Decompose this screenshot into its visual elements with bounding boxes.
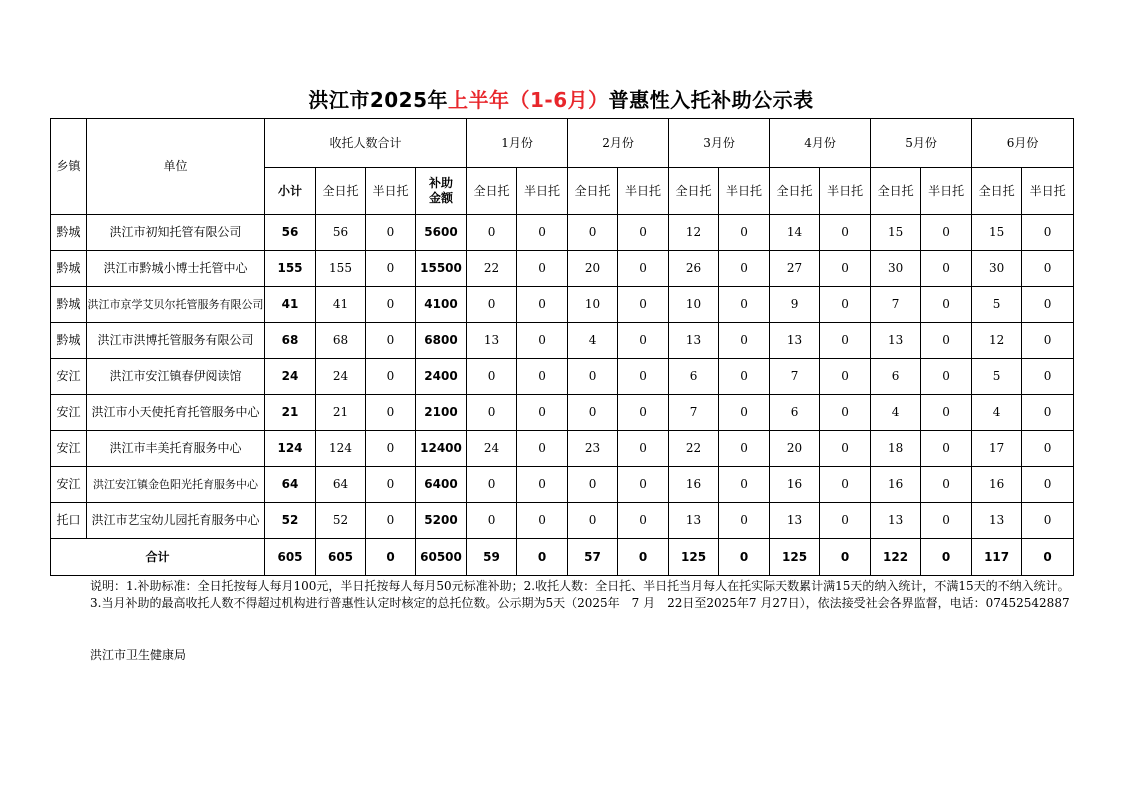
total-month-full-day-cell: 57: [568, 539, 618, 576]
month-full-day-cell: 0: [568, 467, 618, 503]
unit-cell: 洪江市初知托管有限公司: [87, 215, 265, 251]
header-full-day: 全日托: [770, 168, 820, 215]
month-half-day-cell: 0: [820, 503, 871, 539]
amount-cell: 2100: [416, 395, 467, 431]
month-full-day-cell: 13: [770, 503, 820, 539]
month-half-day-cell: 0: [618, 467, 669, 503]
total-month-half-day-cell: 0: [921, 539, 972, 576]
issuer-signature: 洪江市卫生健康局: [90, 648, 187, 662]
month-full-day-cell: 30: [972, 251, 1022, 287]
half-day-cell: 0: [366, 287, 416, 323]
month-half-day-cell: 0: [820, 287, 871, 323]
month-full-day-cell: 13: [669, 323, 719, 359]
header-subsidy: [416, 168, 467, 215]
month-full-day-cell: 4: [871, 395, 921, 431]
month-half-day-cell: 0: [719, 431, 770, 467]
header-unit: 单位: [87, 119, 265, 215]
table-row: [51, 323, 1074, 359]
full-day-cell: 41: [316, 287, 366, 323]
amount-cell: 4100: [416, 287, 467, 323]
month-full-day-cell: 13: [871, 323, 921, 359]
month-full-day-cell: 6: [770, 395, 820, 431]
header-full-day: 全日托: [316, 168, 366, 215]
table-row: [51, 503, 1074, 539]
table-row: [51, 287, 1074, 323]
town-cell: 黔城: [51, 323, 87, 359]
header-half-day: 半日托: [820, 168, 871, 215]
month-full-day-cell: 13: [972, 503, 1022, 539]
month-half-day-cell: 0: [618, 431, 669, 467]
month-full-day-cell: 16: [770, 467, 820, 503]
subtotal-cell: 52: [265, 503, 316, 539]
title-prefix: 洪江市2025年: [308, 88, 449, 112]
month-full-day-cell: 12: [669, 215, 719, 251]
month-full-day-cell: 5: [972, 359, 1022, 395]
subtotal-cell: 68: [265, 323, 316, 359]
total-amount-cell: 60500: [416, 539, 467, 576]
header-month: 5月份: [871, 119, 972, 168]
town-cell: 托口: [51, 503, 87, 539]
total-subtotal-cell: 605: [265, 539, 316, 576]
header-month: 4月份: [770, 119, 871, 168]
month-full-day-cell: 0: [467, 215, 517, 251]
half-day-cell: 0: [366, 251, 416, 287]
month-full-day-cell: 0: [568, 215, 618, 251]
unit-cell: 洪江市京学艾贝尔托管服务有限公司: [87, 287, 265, 323]
month-half-day-cell: 0: [820, 215, 871, 251]
total-month-half-day-cell: 0: [618, 539, 669, 576]
total-month-half-day-cell: 0: [719, 539, 770, 576]
month-half-day-cell: 0: [1022, 431, 1074, 467]
month-half-day-cell: 0: [517, 395, 568, 431]
month-half-day-cell: 0: [921, 503, 972, 539]
full-day-cell: 64: [316, 467, 366, 503]
header-full-day: 全日托: [467, 168, 517, 215]
subtotal-cell: 41: [265, 287, 316, 323]
total-month-full-day-cell: 125: [770, 539, 820, 576]
month-full-day-cell: 10: [669, 287, 719, 323]
month-full-day-cell: 18: [871, 431, 921, 467]
month-half-day-cell: 0: [1022, 503, 1074, 539]
table-row: [51, 467, 1074, 503]
unit-cell: 洪江安江镇金色阳光托育服务中心: [87, 467, 265, 503]
month-half-day-cell: 0: [517, 287, 568, 323]
month-half-day-cell: 0: [921, 323, 972, 359]
table-row: [51, 395, 1074, 431]
month-full-day-cell: 16: [972, 467, 1022, 503]
month-half-day-cell: 0: [517, 431, 568, 467]
month-half-day-cell: 0: [719, 395, 770, 431]
month-half-day-cell: 0: [1022, 251, 1074, 287]
town-cell: 黔城: [51, 215, 87, 251]
month-half-day-cell: 0: [1022, 287, 1074, 323]
header-half-day: 半日托: [1022, 168, 1074, 215]
total-month-full-day-cell: 122: [871, 539, 921, 576]
full-day-cell: 52: [316, 503, 366, 539]
month-full-day-cell: 7: [871, 287, 921, 323]
total-row: [51, 539, 1074, 576]
unit-cell: 洪江市小天使托育托管服务中心: [87, 395, 265, 431]
month-full-day-cell: 6: [669, 359, 719, 395]
subtotal-cell: 56: [265, 215, 316, 251]
month-full-day-cell: 0: [467, 287, 517, 323]
month-half-day-cell: 0: [618, 287, 669, 323]
month-half-day-cell: 0: [517, 503, 568, 539]
month-full-day-cell: 6: [871, 359, 921, 395]
amount-cell: 6800: [416, 323, 467, 359]
month-half-day-cell: 0: [1022, 467, 1074, 503]
month-half-day-cell: 0: [1022, 215, 1074, 251]
month-half-day-cell: 0: [921, 359, 972, 395]
month-half-day-cell: 0: [921, 215, 972, 251]
total-label: 合计: [51, 539, 265, 576]
header-month: 2月份: [568, 119, 669, 168]
header-half-day: 半日托: [921, 168, 972, 215]
month-half-day-cell: 0: [820, 467, 871, 503]
month-full-day-cell: 13: [467, 323, 517, 359]
amount-cell: 6400: [416, 467, 467, 503]
month-full-day-cell: 0: [467, 503, 517, 539]
total-month-half-day-cell: 0: [1022, 539, 1074, 576]
header-half-day: 半日托: [719, 168, 770, 215]
month-full-day-cell: 13: [669, 503, 719, 539]
month-half-day-cell: 0: [719, 359, 770, 395]
month-full-day-cell: 5: [972, 287, 1022, 323]
month-full-day-cell: 30: [871, 251, 921, 287]
half-day-cell: 0: [366, 467, 416, 503]
month-full-day-cell: 0: [467, 359, 517, 395]
half-day-cell: 0: [366, 359, 416, 395]
header-total-group: 收托人数合计: [265, 119, 467, 168]
month-full-day-cell: 16: [871, 467, 921, 503]
month-half-day-cell: 0: [921, 395, 972, 431]
total-half-day-cell: 0: [366, 539, 416, 576]
unit-cell: 洪江市洪博托管服务有限公司: [87, 323, 265, 359]
table-row: [51, 359, 1074, 395]
month-full-day-cell: 22: [467, 251, 517, 287]
month-half-day-cell: 0: [517, 323, 568, 359]
month-full-day-cell: 4: [568, 323, 618, 359]
half-day-cell: 0: [366, 395, 416, 431]
month-half-day-cell: 0: [921, 287, 972, 323]
month-full-day-cell: 13: [871, 503, 921, 539]
unit-cell: 洪江市黔城小博士托管中心: [87, 251, 265, 287]
month-half-day-cell: 0: [517, 215, 568, 251]
month-full-day-cell: 7: [770, 359, 820, 395]
half-day-cell: 0: [366, 503, 416, 539]
month-full-day-cell: 14: [770, 215, 820, 251]
total-month-full-day-cell: 117: [972, 539, 1022, 576]
header-month: 1月份: [467, 119, 568, 168]
unit-cell: 洪江市艺宝幼儿园托育服务中心: [87, 503, 265, 539]
header-full-day: 全日托: [972, 168, 1022, 215]
half-day-cell: 0: [366, 215, 416, 251]
month-half-day-cell: 0: [1022, 359, 1074, 395]
month-full-day-cell: 15: [972, 215, 1022, 251]
month-half-day-cell: 0: [1022, 395, 1074, 431]
table-row: [51, 215, 1074, 251]
amount-cell: 5600: [416, 215, 467, 251]
subtotal-cell: 64: [265, 467, 316, 503]
month-full-day-cell: 27: [770, 251, 820, 287]
unit-cell: 洪江市丰美托育服务中心: [87, 431, 265, 467]
subtotal-cell: 21: [265, 395, 316, 431]
month-half-day-cell: 0: [820, 251, 871, 287]
full-day-cell: 24: [316, 359, 366, 395]
month-half-day-cell: 0: [921, 251, 972, 287]
month-half-day-cell: 0: [618, 503, 669, 539]
header-half-day: 半日托: [366, 168, 416, 215]
town-cell: 安江: [51, 431, 87, 467]
town-cell: 安江: [51, 467, 87, 503]
total-month-half-day-cell: 0: [517, 539, 568, 576]
unit-cell: 洪江市安江镇春伊阅读馆: [87, 359, 265, 395]
month-full-day-cell: 10: [568, 287, 618, 323]
month-full-day-cell: 0: [568, 395, 618, 431]
month-full-day-cell: 22: [669, 431, 719, 467]
month-half-day-cell: 0: [618, 359, 669, 395]
town-cell: 安江: [51, 395, 87, 431]
month-half-day-cell: 0: [1022, 323, 1074, 359]
month-half-day-cell: 0: [921, 431, 972, 467]
town-cell: 黔城: [51, 287, 87, 323]
half-day-cell: 0: [366, 323, 416, 359]
month-full-day-cell: 20: [568, 251, 618, 287]
month-half-day-cell: 0: [820, 359, 871, 395]
month-full-day-cell: 24: [467, 431, 517, 467]
total-month-half-day-cell: 0: [820, 539, 871, 576]
header-month: 3月份: [669, 119, 770, 168]
header-half-day: 半日托: [517, 168, 568, 215]
month-half-day-cell: 0: [517, 467, 568, 503]
amount-cell: 12400: [416, 431, 467, 467]
full-day-cell: 21: [316, 395, 366, 431]
town-cell: 黔城: [51, 251, 87, 287]
header-full-day: 全日托: [568, 168, 618, 215]
table-row: [51, 251, 1074, 287]
total-full-day-cell: 605: [316, 539, 366, 576]
full-day-cell: 56: [316, 215, 366, 251]
header-full-day: 全日托: [669, 168, 719, 215]
title-suffix: 普惠性入托补助公示表: [608, 88, 814, 112]
month-half-day-cell: 0: [618, 251, 669, 287]
month-half-day-cell: 0: [618, 215, 669, 251]
month-full-day-cell: 12: [972, 323, 1022, 359]
month-full-day-cell: 0: [568, 359, 618, 395]
subtotal-cell: 155: [265, 251, 316, 287]
month-half-day-cell: 0: [719, 287, 770, 323]
amount-cell: 15500: [416, 251, 467, 287]
month-half-day-cell: 0: [719, 467, 770, 503]
full-day-cell: 124: [316, 431, 366, 467]
month-full-day-cell: 26: [669, 251, 719, 287]
header-town: 乡镇: [51, 119, 87, 215]
title-highlight: 上半年（1-6月）: [448, 88, 609, 112]
total-month-full-day-cell: 125: [669, 539, 719, 576]
month-half-day-cell: 0: [618, 395, 669, 431]
month-full-day-cell: 0: [568, 503, 618, 539]
month-half-day-cell: 0: [618, 323, 669, 359]
month-full-day-cell: 9: [770, 287, 820, 323]
header-full-day: 全日托: [871, 168, 921, 215]
month-half-day-cell: 0: [719, 215, 770, 251]
month-half-day-cell: 0: [820, 323, 871, 359]
month-full-day-cell: 4: [972, 395, 1022, 431]
month-full-day-cell: 20: [770, 431, 820, 467]
header-month: 6月份: [972, 119, 1074, 168]
month-half-day-cell: 0: [517, 359, 568, 395]
month-half-day-cell: 0: [719, 323, 770, 359]
month-full-day-cell: 17: [972, 431, 1022, 467]
month-half-day-cell: 0: [719, 251, 770, 287]
month-full-day-cell: 23: [568, 431, 618, 467]
month-half-day-cell: 0: [820, 395, 871, 431]
subtotal-cell: 124: [265, 431, 316, 467]
table-row: [51, 431, 1074, 467]
month-full-day-cell: 15: [871, 215, 921, 251]
footnote: 说明：1.补助标准：全日托按每人每月100元，半日托按每人每月50元标准补助；2.收托人数：全日托、半日托当月每人在托实际天数累计满15天的纳入统计，不满15天的不纳入统计。3.当月补助的最高收托人数不得超过机构进行普惠性认定时核定的总托位数。公示期为5天（2025年 7 月 22日至2025年7 月27日），依法接受社会各界监督，电话：07452542887: [90, 579, 1070, 610]
header-subsidy-text: 补助金额: [428, 176, 453, 205]
amount-cell: 5200: [416, 503, 467, 539]
full-day-cell: 155: [316, 251, 366, 287]
header-row-1: [51, 119, 1074, 168]
total-month-full-day-cell: 59: [467, 539, 517, 576]
header-subtotal: 小计: [265, 168, 316, 215]
month-half-day-cell: 0: [517, 251, 568, 287]
month-half-day-cell: 0: [719, 503, 770, 539]
month-full-day-cell: 13: [770, 323, 820, 359]
month-full-day-cell: 16: [669, 467, 719, 503]
page-title: [0, 84, 1122, 113]
month-half-day-cell: 0: [820, 431, 871, 467]
subsidy-table: [50, 118, 1074, 576]
town-cell: 安江: [51, 359, 87, 395]
half-day-cell: 0: [366, 431, 416, 467]
header-half-day: 半日托: [618, 168, 669, 215]
month-full-day-cell: 0: [467, 467, 517, 503]
month-full-day-cell: 0: [467, 395, 517, 431]
subtotal-cell: 24: [265, 359, 316, 395]
month-full-day-cell: 7: [669, 395, 719, 431]
full-day-cell: 68: [316, 323, 366, 359]
amount-cell: 2400: [416, 359, 467, 395]
month-half-day-cell: 0: [921, 467, 972, 503]
